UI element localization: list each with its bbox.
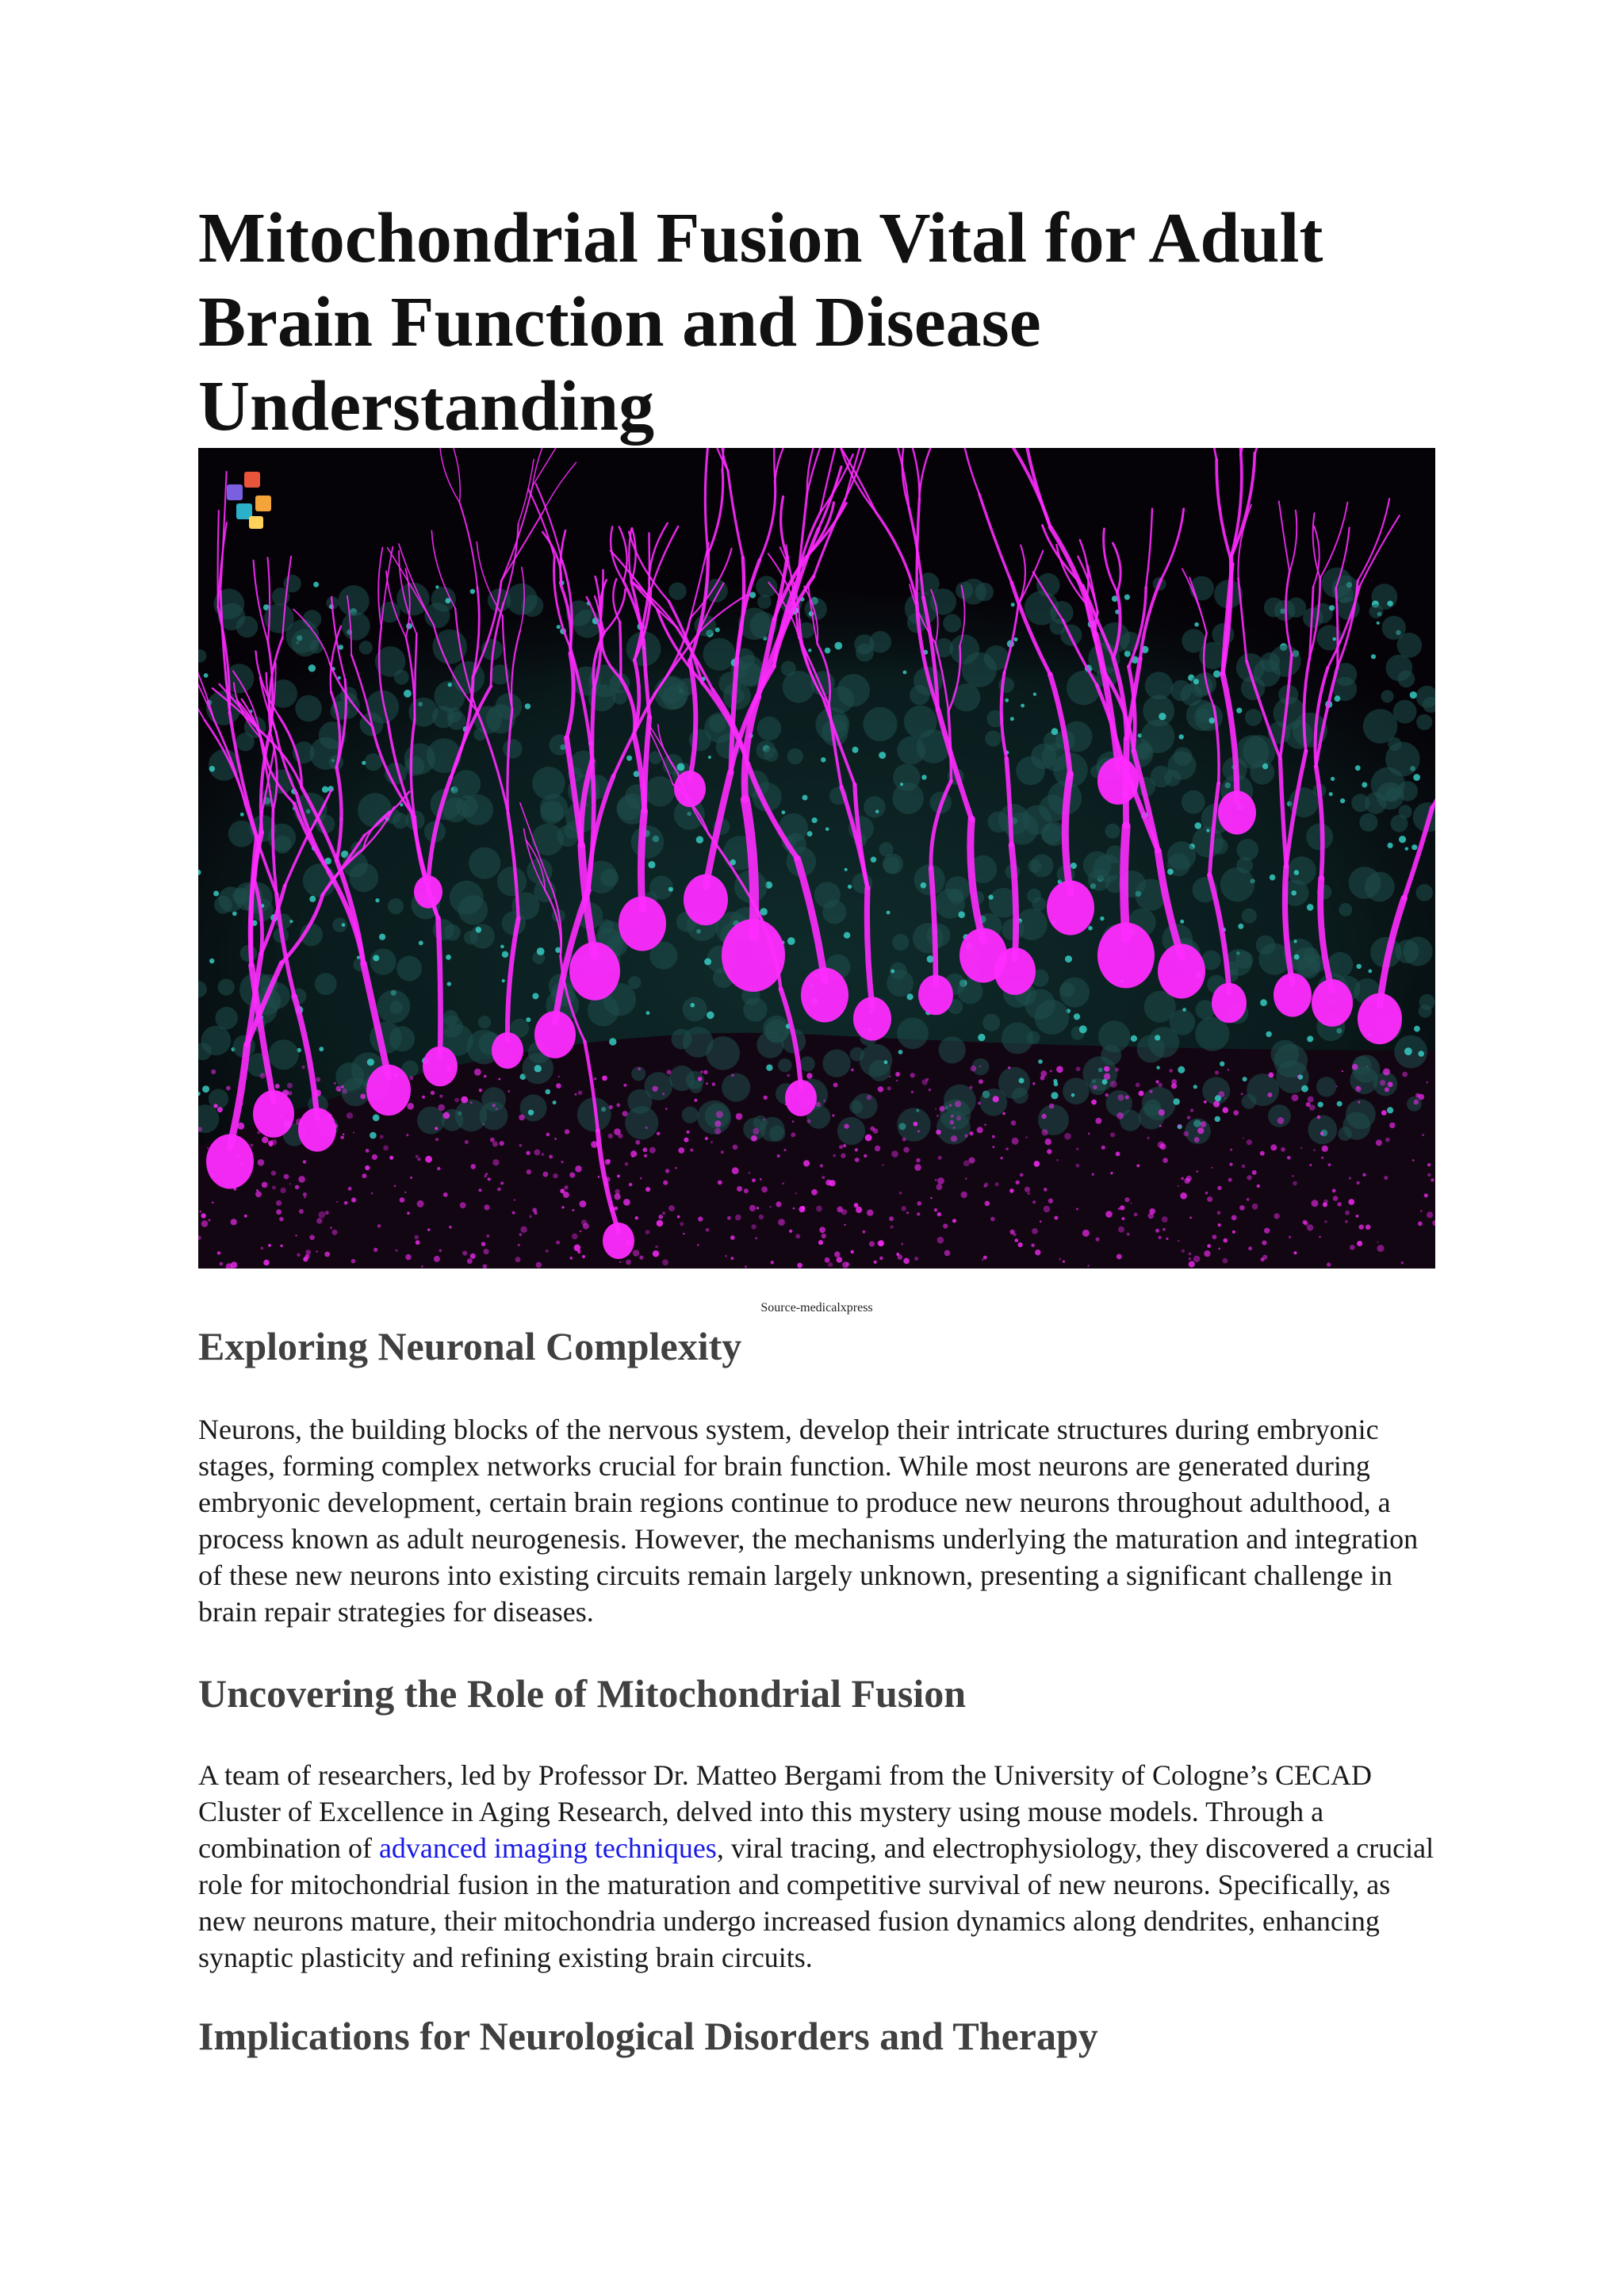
- paragraph-text-after-link: , viral tracing, and electrophysiology, they discovered a crucial role for mitochondrial fusion in the maturation and competitive survival of new neurons. Specifically, as new neurons mature, their mitochondria undergo increased fusion dynamics along dendrites, enhancing synaptic plasticity and refining existing brain circuits.: [198, 1832, 1434, 1973]
- article-title: Mitochondrial Fusion Vital for Adult Brain Function and Disease Understanding: [198, 199, 1323, 446]
- section-heading-mitochondrial-fusion: Uncovering the Role of Mitochondrial Fusion: [198, 1671, 967, 1716]
- section-paragraph-mitochondrial-fusion: [198, 1757, 1435, 1976]
- article-image: [198, 448, 1435, 1269]
- advanced-imaging-techniques-link[interactable]: advanced imaging techniques: [378, 1832, 717, 1864]
- image-caption: Source-medicalxpress: [760, 1301, 873, 1314]
- paragraph-text-before-link: A team of researchers, led by Professor Dr. Matteo Bergami from the University of Cologne’s CECAD Cluster of Excellence in Aging Research, delved into this mystery using mouse models. Through a combination of: [198, 1759, 1373, 1864]
- logo-icon: [220, 472, 281, 532]
- neuron-microscopy-image: [198, 448, 1435, 1269]
- section-paragraph-neuronal-complexity: Neurons, the building blocks of the nervous system, develop their intricate structures during embryonic stages, forming complex networks crucial for brain function. While most neurons are generated during embryonic development, certain brain regions continue to produce new neurons throughout adulthood, a process known as adult neurogenesis. However, the mechanisms underlying the maturation and integration of these new neurons into existing circuits remain largely unknown, presenting a significant challenge in brain repair strategies for diseases.: [198, 1414, 1419, 1628]
- section-heading-implications: Implications for Neurological Disorders and Therapy: [198, 2014, 1098, 2058]
- section-heading-neuronal-complexity: Exploring Neuronal Complexity: [198, 1324, 742, 1368]
